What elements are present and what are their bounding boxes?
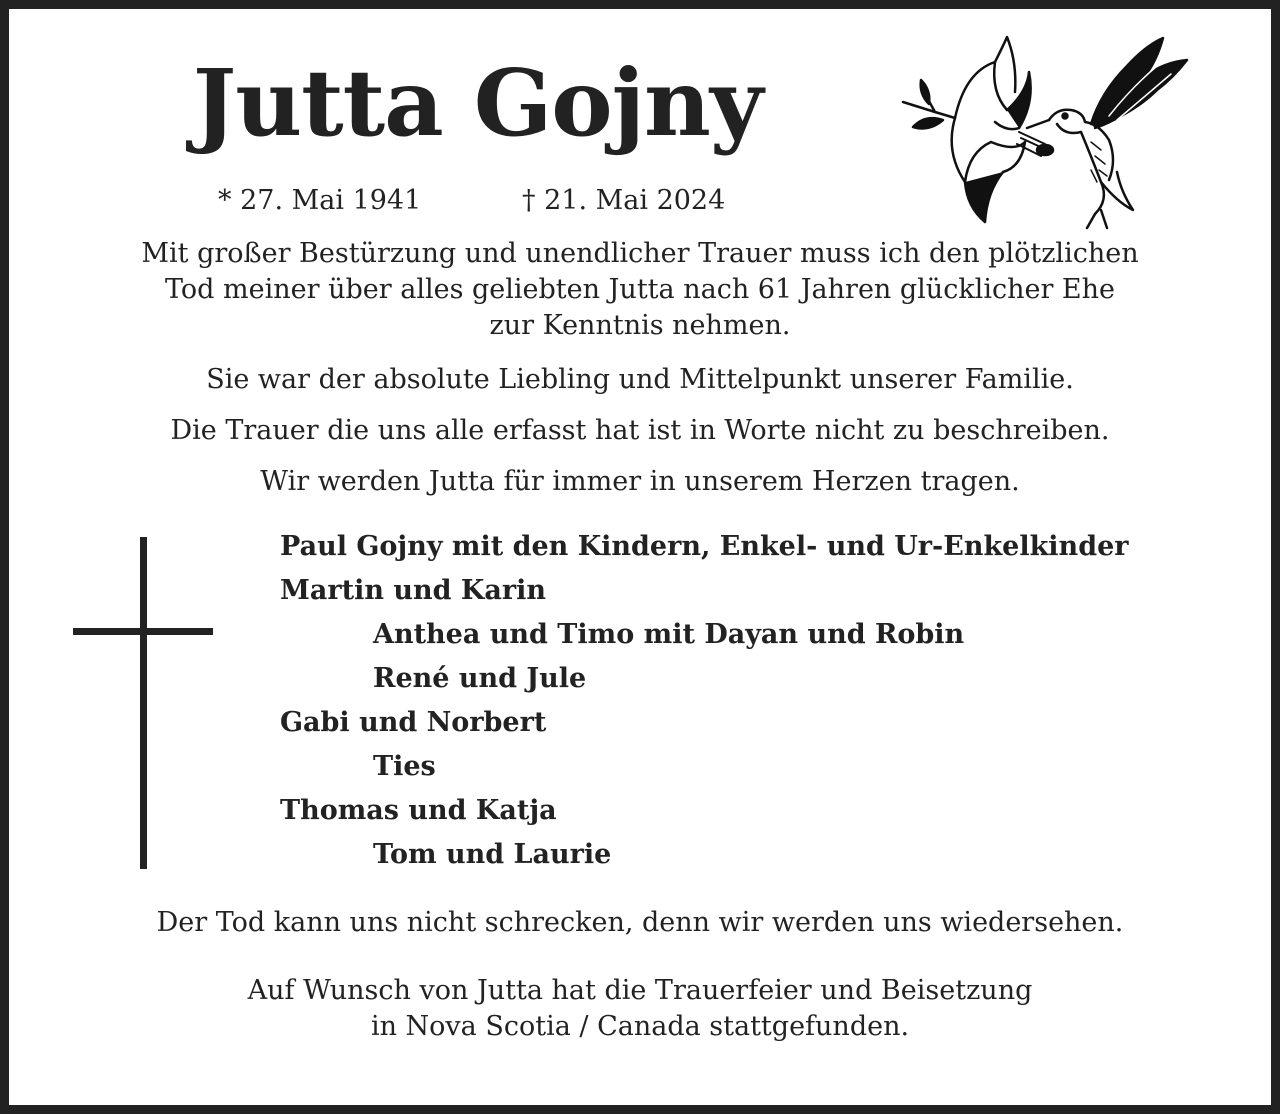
family-member-line: Thomas und Katja — [280, 795, 557, 826]
intro-line: Mit großer Bestürzung und unendlicher Trauer muss ich den plötzlichen — [141, 238, 1139, 269]
family-member-line: Ties — [373, 751, 436, 782]
heart-line: Wir werden Jutta für immer in unserem Herzen tragen. — [260, 466, 1020, 497]
grief-line: Die Trauer die uns alle erfasst hat ist in Worte nicht zu beschreiben. — [170, 415, 1110, 446]
family-member-line: Martin und Karin — [280, 575, 546, 606]
deceased-name: Jutta Gojny — [192, 49, 763, 157]
closing-paragraph — [60, 973, 1220, 1045]
family-member-line: Tom und Laurie — [373, 839, 612, 870]
closing-quote: Der Tod kann uns nicht schrecken, denn wir werden uns wiedersehen. — [156, 907, 1124, 938]
family-member-line: René und Jule — [373, 663, 587, 694]
family-member-line: Gabi und Norbert — [280, 707, 547, 738]
intro-line: zur Kenntnis nehmen. — [489, 310, 791, 341]
hummingbird-flower-icon — [895, 32, 1195, 232]
cross-icon-bar — [73, 628, 213, 635]
closing-line: Auf Wunsch von Jutta hat die Trauerfeier und Beisetzung — [247, 975, 1033, 1006]
birth-date: * 27. Mai 1941 — [218, 185, 422, 216]
intro-line: Tod meiner über alles geliebten Jutta nach 61 Jahren glücklicher Ehe — [164, 274, 1116, 305]
family-line: Sie war der absolute Liebling und Mittelpunkt unserer Familie. — [206, 364, 1074, 395]
family-member-line: Anthea und Timo mit Dayan und Robin — [373, 619, 965, 650]
intro-paragraph — [60, 236, 1220, 344]
death-date: † 21. Mai 2024 — [522, 185, 726, 216]
closing-line: in Nova Scotia / Canada stattgefunden. — [370, 1011, 910, 1042]
family-member-line: Paul Gojny mit den Kindern, Enkel- und Ur-Enkelkinder — [280, 531, 1129, 562]
cross-icon — [140, 537, 147, 869]
